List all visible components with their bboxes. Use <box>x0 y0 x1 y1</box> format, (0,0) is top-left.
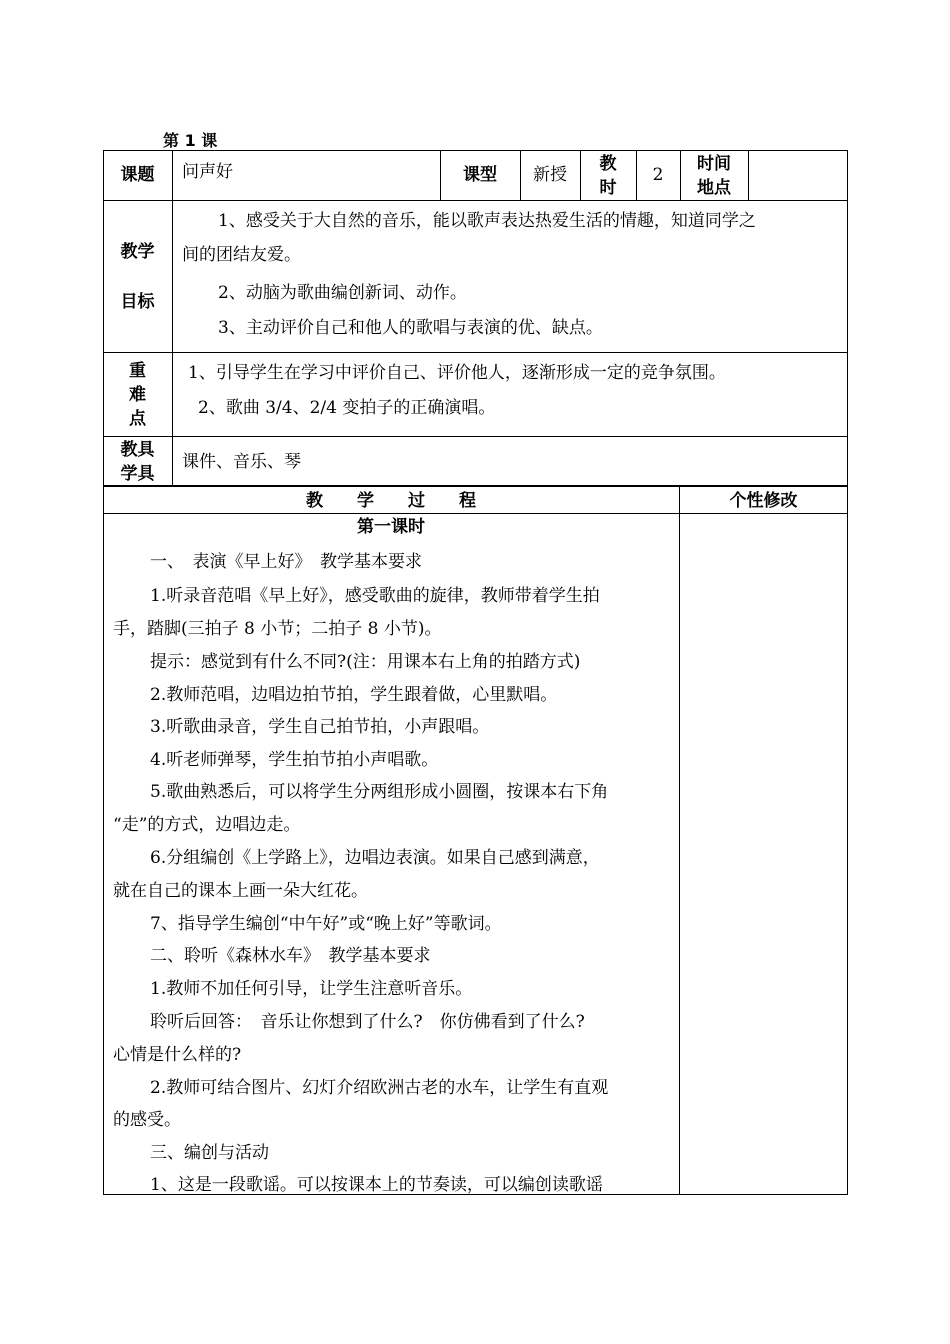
time-place-label-2: 地点 <box>697 178 731 198</box>
session-title: 第一课时 <box>357 517 425 537</box>
hours-label-2: 时 <box>599 178 617 198</box>
process-p10: 二、聆听《森林水车》 教学基本要求 <box>150 946 431 966</box>
lesson-number: 第 1 课 <box>163 131 218 150</box>
process-p13b: 的感受。 <box>113 1110 181 1130</box>
process-p04: 2.教师范唱，边唱边拍节拍，学生跟着做，心里默唱。 <box>150 685 558 705</box>
objective-3: 3、主动评价自己和他人的歌唱与表演的优、缺点。 <box>218 318 603 338</box>
tools-label-2: 学具 <box>120 464 155 484</box>
process-p01: 一、 表演《早上好》 教学基本要求 <box>150 552 422 572</box>
process-p02b: 手，踏脚(三拍子 8 小节；二拍子 8 小节)。 <box>113 619 442 639</box>
process-p07a: 5.歌曲熟悉后，可以将学生分两组形成小圆圈，按课本右下角 <box>150 782 609 802</box>
topic-value: 问声好 <box>182 162 233 182</box>
process-p13a: 2.教师可结合图片、幻灯介绍欧洲古老的水车，让学生有直观 <box>150 1078 609 1098</box>
objective-1b: 间的团结友爱。 <box>182 245 301 265</box>
objectives-label-1: 教学 <box>120 242 155 262</box>
process-p02a: 1.听录音范唱《早上好》，感受歌曲的旋律，教师带着学生拍 <box>150 586 600 606</box>
process-p08b: 就在自己的课本上画一朵大红花。 <box>113 881 368 901</box>
process-p07b: “走”的方式，边唱边走。 <box>113 815 301 835</box>
process-p15: 1、这是一段歌谣。可以按课本上的节奏读，可以编创读歌谣 <box>150 1175 603 1195</box>
process-heading: 教 学 过 程 <box>306 491 476 511</box>
hours-label-1: 教 <box>599 154 617 174</box>
modify-heading: 个性修改 <box>729 491 798 511</box>
objective-2: 2、动脑为歌曲编创新词、动作。 <box>218 283 467 303</box>
tools-value: 课件、音乐、琴 <box>182 452 301 472</box>
key-points-label-3: 点 <box>129 409 146 429</box>
process-p12a: 聆听后回答： 音乐让你想到了什么? 你仿佛看到了什么? <box>150 1012 585 1032</box>
process-p03: 提示：感觉到有什么不同?(注：用课本右上角的拍踏方式) <box>150 652 581 672</box>
process-p08a: 6.分组编创《上学路上》，边唱边表演。如果自己感到满意， <box>150 848 600 868</box>
key-points-label-2: 难 <box>129 385 146 405</box>
process-p12b: 心情是什么样的? <box>113 1045 242 1065</box>
key-points-label-1: 重 <box>129 361 146 381</box>
process-p05: 3.听歌曲录音，学生自己拍节拍，小声跟唱。 <box>150 717 490 737</box>
process-p06: 4.听老师弹琴，学生拍节拍小声唱歌。 <box>150 750 439 770</box>
objective-1a: 1、感受关于大自然的音乐，能以歌声表达热爱生活的情趣，知道同学之 <box>218 211 756 231</box>
type-value: 新授 <box>533 165 567 185</box>
process-p09: 7、指导学生编创“中午好”或“晚上好”等歌词。 <box>150 914 502 934</box>
key-point-1: 1、引导学生在学习中评价自己、评价他人，逐渐形成一定的竞争氛围。 <box>188 363 726 383</box>
hours-value: 2 <box>652 165 664 185</box>
type-label: 课型 <box>463 165 497 185</box>
time-place-label-1: 时间 <box>697 154 731 174</box>
topic-label: 课题 <box>120 165 155 185</box>
objectives-label-2: 目标 <box>120 292 155 312</box>
tools-label-1: 教具 <box>120 440 155 460</box>
key-point-2: 2、歌曲 3/4、2/4 变拍子的正确演唱。 <box>198 398 496 418</box>
process-p14: 三、编创与活动 <box>150 1143 269 1163</box>
process-p11: 1.教师不加任何引导，让学生注意听音乐。 <box>150 979 473 999</box>
